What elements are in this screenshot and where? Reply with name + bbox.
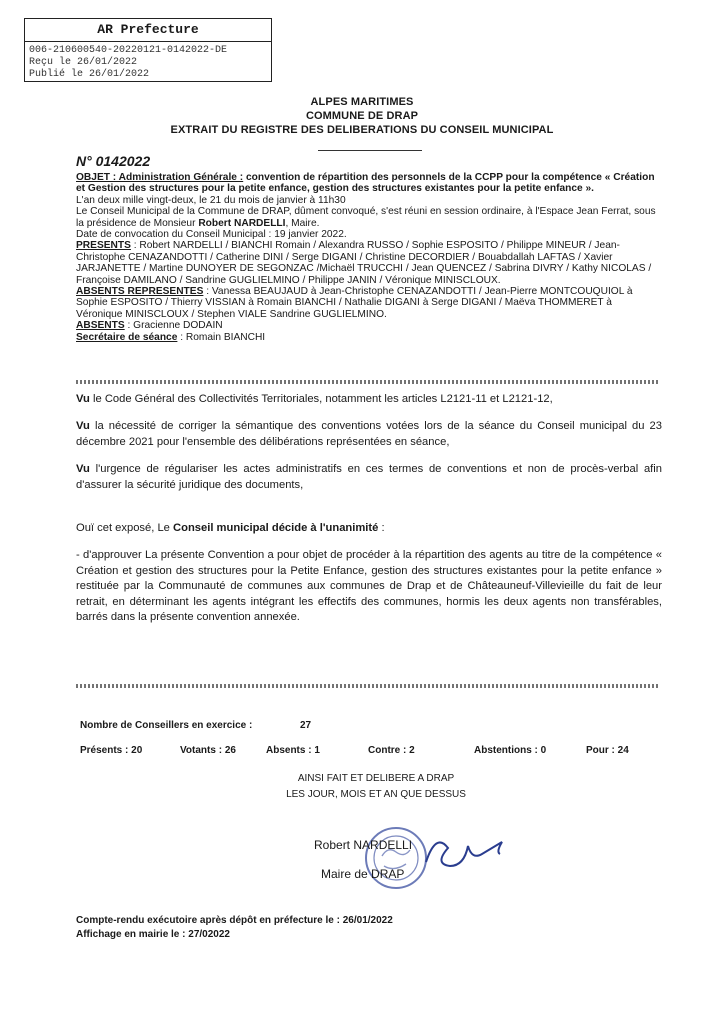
- decision-intro: [76, 521, 662, 537]
- header-department: ALPES MARITIMES: [310, 96, 414, 108]
- absents-label: ABSENTS: [76, 320, 125, 332]
- considerant-text: le Code Général des Collectivités Territoriales, notamment les articles L2121-11 et L2121-12,: [89, 393, 553, 405]
- absents-representes-label: ABSENTS REPRESENTES: [76, 286, 204, 298]
- count-votants: Votants : 26: [180, 745, 236, 756]
- header-commune: COMMUNE DE DRAP: [305, 110, 419, 122]
- stamp-received: Reçu le 26/01/2022: [29, 57, 138, 68]
- preamble: [76, 172, 656, 343]
- count-presents: Présents : 20: [80, 745, 143, 756]
- exercice-count: 27: [300, 720, 312, 731]
- vu-label: Vu: [76, 393, 90, 405]
- vu-label: Vu: [76, 463, 90, 475]
- stamp-title: AR Prefecture: [25, 19, 271, 42]
- decision-bold: Conseil municipal décide à l'unanimité: [173, 522, 379, 534]
- presents-list: : Robert NARDELLI / BIANCHI Romain / Alexandra RUSSO / Sophie ESPOSITO / Philippe MINEUR / Jean-Christophe CENAZANDOTTI / Catherine DINI / Serge DIGANI / Christine DECORDIER / Bouabdallah LAFTAS / Xavier JARJANETTE / Martine DUNOYER DE SEGONZAC /Michaël TRUCCHI / Jean QUENCEZ / Sabrina DIVRY / Kathy NICOLAS / Françoise DAMILANO / Sandrine GUGLIELMINO / Philippe JANIN / Véronique MINISCLOUX.: [76, 240, 652, 286]
- objet-text: convention de répartition des personnels de la CCPP pour la compétence « Création et Gestion des structures pour la petite enfance, gestion des structures existantes pour la petite enfance ».: [76, 172, 655, 195]
- closing-line-2: LES JOUR, MOIS ET AN QUE DESSUS: [286, 789, 466, 800]
- objet-label: OBJET : Administration Générale :: [76, 172, 244, 183]
- count-contre: Contre : 2: [368, 745, 415, 756]
- absents-representes-list: : Vanessa BEAUJAUD à Jean-Christophe CENAZANDOTTI / Jean-Pierre MONTCOUQUIOL à Sophie ESPOSITO / Thierry VISSIAN à Romain BIANCHI / Nathalie DIGANI à Serge DIGANI / Maëva THOMMERET à Véronique MINISCLOUX / Stephen VIALE Sandrine GUGLIELMINO.: [76, 286, 633, 320]
- convened-post: , Maire.: [285, 217, 320, 229]
- signer-title: Maire de DRAP: [321, 867, 405, 881]
- separator-stars: [76, 684, 660, 688]
- closing-line-1: AINSI FAIT ET DELIBERE A DRAP: [297, 773, 455, 784]
- considerant-1: [76, 392, 662, 408]
- count-pour: Pour : 24: [586, 745, 629, 756]
- secretaire-name: : Romain BIANCHI: [177, 331, 266, 343]
- secretaire-label: Secrétaire de séance: [76, 331, 178, 343]
- stamp-published: Publié le 26/01/2022: [29, 69, 150, 80]
- vu-label: Vu: [76, 420, 90, 432]
- decision-text: [76, 548, 662, 626]
- absents-list: : Gracienne DODAIN: [124, 320, 223, 332]
- stamp-reference: 006-210600540-20220121-0142022-DE: [29, 45, 228, 56]
- convened-text: Le Conseil Municipal de la Commune de DRAP, dûment convoqué, s'est réuni en session ordinaire, à l'Espace Jean Ferrat, sous la présidence de Monsieur: [76, 206, 656, 229]
- separator-stars: [76, 380, 660, 384]
- footer-affichage: Affichage en mairie le : 27/02022: [76, 929, 230, 940]
- signature-scribble-icon: [426, 842, 502, 866]
- considerant-3: [76, 462, 662, 493]
- prefecture-stamp: [24, 18, 272, 82]
- presents-label: PRESENTS: [76, 240, 131, 252]
- count-absents: Absents : 1: [266, 745, 320, 756]
- count-abstentions: Abstentions : 0: [474, 745, 547, 756]
- decision-body: - d'approuver La présente Convention a pour objet de procéder à la répartition des agents au titre de la compétence « Création et gestion des structures pour la Petite Enfance, gestion des structures existantes pour la petite enfance » restituée par la Communauté de communes aux communes de Drap et de Châteauneuf-Villevieille du fait de leur retrait, en déterminant les agents intégrant les effectifs des communes, hormis les deux agents non transférables, barrés dans la présente convention annexée.: [76, 549, 662, 623]
- considerant-2: [76, 419, 662, 450]
- president-name: Robert NARDELLI: [198, 217, 286, 229]
- deliberation-number: N° 0142022: [76, 153, 151, 169]
- footer-executoire: Compte-rendu exécutoire après dépôt en préfecture le : 26/01/2022: [76, 915, 393, 926]
- convocation-date: Date de convocation du Conseil Municipal : 19 janvier 2022.: [76, 229, 347, 241]
- vote-results: [0, 745, 724, 759]
- header-register-title: EXTRAIT DU REGISTRE DES DELIBERATIONS DU CONSEIL MUNICIPAL: [170, 124, 554, 136]
- seal-emblem-icon: [382, 850, 410, 869]
- exercice-label: Nombre de Conseillers en exercice :: [80, 720, 253, 731]
- meeting-date: L'an deux mille vingt-deux, le 21 du mois de janvier à 11h30: [76, 194, 346, 206]
- considerant-text: l'urgence de régulariser les actes administratifs en ces termes de conventions et non de procès-verbal afin d'assurer la sécurité juridique des documents,: [76, 463, 662, 491]
- considerant-text: la nécessité de corriger la sémantique des conventions votées lors de la séance du Conseil municipal du 23 décembre 2021 pour l'ensemble des délibérations représentées en séance,: [76, 420, 662, 448]
- decision-pre: Ouï cet exposé, Le: [76, 522, 174, 534]
- header-rule: [318, 150, 422, 151]
- decision-post: :: [378, 522, 385, 534]
- seal-and-signature: [318, 818, 518, 898]
- signer-name: Robert NARDELLI: [314, 838, 413, 852]
